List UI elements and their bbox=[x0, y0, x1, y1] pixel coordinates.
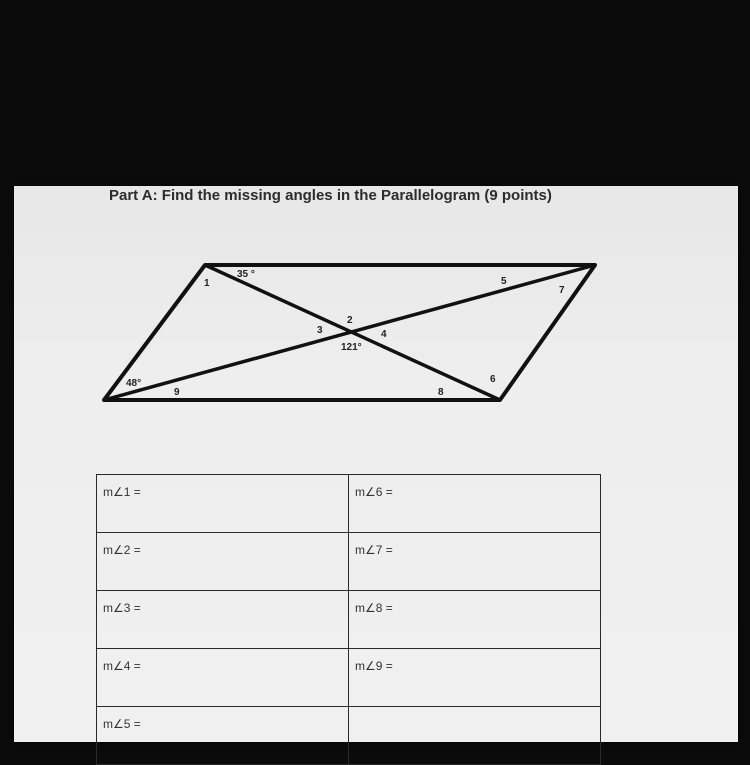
angle-label-8: 8 bbox=[438, 387, 444, 398]
angle-label-35: 35 ° bbox=[237, 269, 255, 280]
answer-cell-angle-1[interactable]: m∠1 = bbox=[97, 475, 349, 533]
angle-label-5: 5 bbox=[501, 276, 507, 287]
answer-cell-angle-4[interactable]: m∠4 = bbox=[97, 649, 349, 707]
table-row bbox=[97, 649, 601, 707]
angle-label-48: 48° bbox=[126, 378, 142, 389]
angle-label-1: 1 bbox=[204, 278, 210, 289]
answer-cell-empty bbox=[349, 707, 601, 765]
angle-label-2: 2 bbox=[347, 315, 353, 326]
angle-label-7: 7 bbox=[559, 285, 565, 296]
angle-label-3: 3 bbox=[317, 325, 323, 336]
answer-cell-angle-9[interactable]: m∠9 = bbox=[349, 649, 601, 707]
answer-cell-angle-8[interactable]: m∠8 = bbox=[349, 591, 601, 649]
angle-label-9: 9 bbox=[174, 387, 180, 398]
answer-cell-angle-7[interactable]: m∠7 = bbox=[349, 533, 601, 591]
answer-cell-angle-6[interactable]: m∠6 = bbox=[349, 475, 601, 533]
angle-label-6: 6 bbox=[490, 374, 496, 385]
worksheet-title: Part A: Find the missing angles in the Parallelogram (9 points) bbox=[109, 187, 552, 204]
worksheet-paper bbox=[14, 186, 738, 742]
answer-cell-angle-3[interactable]: m∠3 = bbox=[97, 591, 349, 649]
table-row bbox=[97, 475, 601, 533]
diagonal-bottom-left-to-top-right bbox=[104, 265, 595, 400]
angle-label-4: 4 bbox=[381, 329, 387, 340]
table-row bbox=[97, 533, 601, 591]
answer-table bbox=[96, 474, 601, 765]
answer-cell-angle-5[interactable]: m∠5 = bbox=[97, 707, 349, 765]
angle-label-121: 121° bbox=[341, 342, 362, 353]
table-row bbox=[97, 591, 601, 649]
answer-cell-angle-2[interactable]: m∠2 = bbox=[97, 533, 349, 591]
table-row bbox=[97, 707, 601, 765]
